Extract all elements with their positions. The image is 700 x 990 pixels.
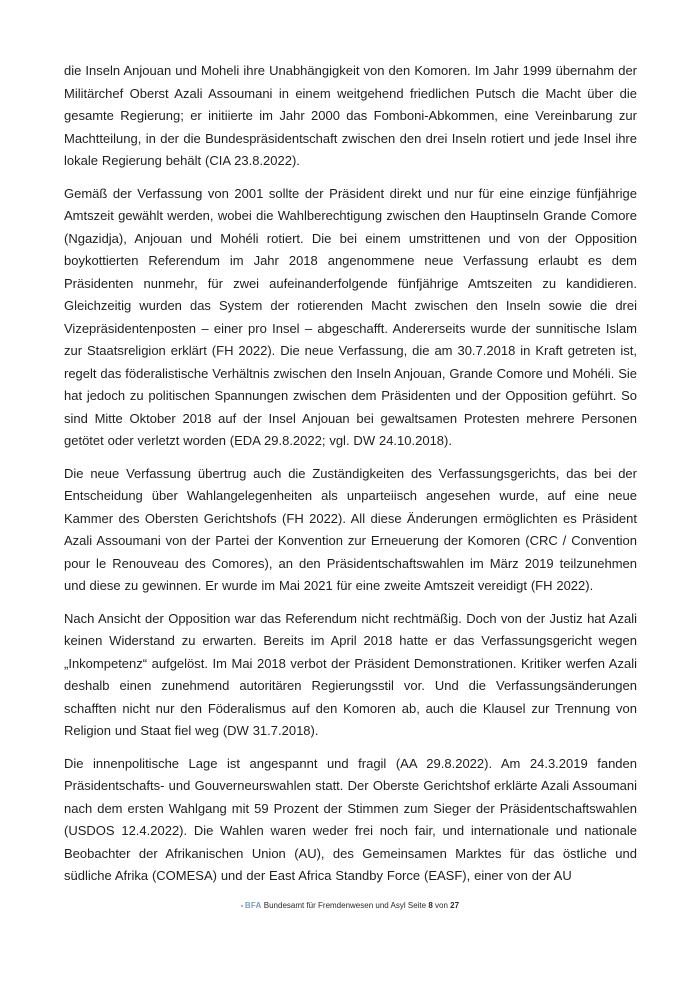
body-paragraph: Die neue Verfassung übertrug auch die Zuständigkeiten des Verfassungsgerichts, das bei der Entscheidung über Wahlangelegenheiten als unparteiisch angesehen wurde, auf eine neue Kammer des Obersten Gerichtshofs (FH 2022). All diese Änderungen ermöglichten es Präsident Azali Assoumani von der Partei der Konvention zur Erneuerung der Komoren (CRC / Convention pour le Renouveau des Comores), an den Präsidentschaftswahlen im März 2019 teilzunehmen und diese zu gewinnen. Er wurde im Mai 2021 für eine zweite Amtszeit vereidigt (FH 2022). <box>64 465 637 593</box>
footer-of-label: von <box>435 901 448 910</box>
bfa-logo-mark-icon <box>241 905 243 907</box>
bfa-logo: BFA <box>244 901 262 910</box>
body-paragraph: Gemäß der Verfassung von 2001 sollte der Präsident direkt und nur für eine einzige fünfjährige Amtszeit gewählt werden, wobei die Wahlberechtigung zwischen den Hauptinseln Grande Comore (Ngazidja), Anjouan und Mohéli rotiert. Die bei einem umstrittenen und von der Opposition boykottierten Referendum im Jahr 2018 angenommene neue Verfassung erlaubt es dem Präsidenten nunmehr, für zwei aufeinanderfolgende fünfjährige Amtszeiten zu kandidieren. Gleichzeitig wurden das System der rotierenden Macht zwischen den Inseln sowie die drei Vizepräsidentenposten – einer pro Insel – abgeschafft. Andererseits wurde der sunnitische Islam zur Staatsreligion erklärt (FH 2022). Die neue Verfassung, die am 30.7.2018 in Kraft getreten ist, regelt das föderalistische Verhältnis zwischen den Inseln Anjouan, Grande Comore und Mohéli. Sie hat jedoch zu politischen Spannungen zwischen dem Präsidenten und der Opposition geführt. So sind Mitte Oktober 2018 auf der Insel Anjouan bei gewaltsamen Protesten mehrere Personen getötet oder verletzt worden (EDA 29.8.2022; vgl. DW 24.10.2018). <box>64 185 637 448</box>
body-paragraph: Nach Ansicht der Opposition war das Referendum nicht rechtmäßig. Doch von der Justiz hat Azali keinen Widerstand zu erwarten. Bereits im April 2018 hatte er das Verfassungsgericht wegen „Inkompetenz“ aufgelöst. Im Mai 2018 verbot der Präsident Demonstrationen. Kritiker werfen Azali deshalb einen zunehmend autoritären Regierungsstil vor. Und die Verfassungsänderungen schafften nicht nur den Föderalismus auf den Komoren ab, auch die Klausel zur Trennung von Religion und Staat fiel weg (DW 31.7.2018). <box>64 610 637 738</box>
footer-page-label: Seite <box>407 901 427 910</box>
body-paragraph: die Inseln Anjouan und Moheli ihre Unabhängigkeit von den Komoren. Im Jahr 1999 übernahm der Militärchef Oberst Azali Assoumani in einem weitgehend friedlichen Putsch die Macht über die gesamte Regierung; er initiierte im Jahr 2000 das Fomboni-Abkommen, eine Vereinbarung zur Machtteilung, in der die Bundespräsidentschaft zwischen den drei Inseln rotiert und jede Insel ihre lokale Regierung behält (CIA 23.8.2022). <box>64 63 637 168</box>
footer-page-number: 8 <box>428 901 433 910</box>
body-paragraph: Die innenpolitische Lage ist angespannt und fragil (AA 29.8.2022). Am 24.3.2019 fanden Präsidentschafts- und Gouverneurswahlen statt. Der Oberste Gerichtshof erklärte Azali Assoumani nach dem ersten Wahlgang mit 59 Prozent der Stimmen zum Sieger der Präsidentschaftswahlen (USDOS 12.4.2022). Die Wahlen waren weder frei noch fair, und internationale und nationale Beobachter der Afrikanischen Union (AU), des Gemeinsamen Marktes für das östliche und südliche Afrika (COMESA) und der East Africa Standby Force (EASF), einer von der AU <box>64 755 637 883</box>
footer-org-name: Bundesamt für Fremdenwesen und Asyl <box>263 901 406 910</box>
page-footer <box>0 900 700 911</box>
page-content <box>64 60 637 898</box>
footer-total-pages: 27 <box>450 901 460 910</box>
